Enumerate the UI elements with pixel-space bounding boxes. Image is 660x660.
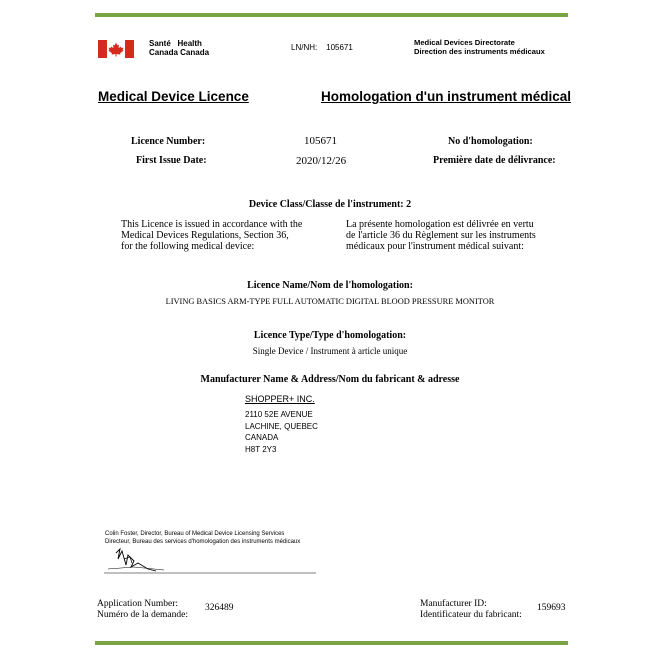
address-line: H8T 2Y3 [245,444,277,454]
application-number-value: 326489 [205,603,234,613]
address-line: LACHINE, QUEBEC [245,421,318,431]
licence-type-value: Single Device / Instrument à article unique [252,346,408,356]
title-fr: Homologation d'un instrument médical [321,89,571,104]
statement-en: This Licence is issued in accordance with the Medical Devices Regulations, Section 36, for the following medical device: [121,219,303,252]
manufacturer-heading: Manufacturer Name & Address/Nom du fabricant & adresse [200,374,460,385]
department-wordmark: Santé Health Canada Canada [149,39,210,57]
licence-name-value: LIVING BASICS ARM-TYPE FULL AUTOMATIC DIGITAL BLOOD PRESSURE MONITOR [165,297,495,306]
signature-image [104,545,319,577]
address-line: CANADA [245,433,279,442]
directorate: Medical Devices Directorate Direction des instruments médicaux [414,38,545,56]
licence-type-heading: Licence Type/Type d'homologation: [253,330,407,341]
ln-number: LN/NH: 105671 [291,43,353,52]
licence-name-heading: Licence Name/Nom de l'homologation: [247,280,413,291]
top-border-bar [95,13,568,17]
manufacturer-id-label: Manufacturer ID: Identificateur du fabricant: [420,599,522,620]
canada-flag-icon [98,40,134,58]
issue-date-label: First Issue Date: [136,155,207,166]
device-class: Device Class/Classe de l'instrument: 2 [248,199,412,210]
signatory-title: Colin Foster, Director, Bureau of Medical Device Licensing Services Directeur, Bureau des services d'homologation des instruments médicaux [105,531,301,545]
issue-date-label-fr: Première date de délivrance: [433,155,556,166]
manufacturer-id-value: 159693 [537,603,566,613]
issue-date-value: 2020/12/26 [296,155,347,167]
application-number-label: Application Number: Numéro de la demande: [97,599,189,620]
title-en: Medical Device Licence [98,89,249,104]
statement-fr: La présente homologation est délivrée en vertu de l'article 36 du Règlement sur les instruments médicaux pour l'instrument médical suivant: [346,219,536,252]
licence-number-label-fr: No d'homologation: [448,136,533,147]
bottom-border-bar [95,641,568,645]
manufacturer-address [245,409,318,455]
manufacturer-name: SHOPPER+ INC. [245,394,315,404]
licence-number-value: 105671 [304,135,337,147]
address-line: 2110 52E AVENUE [245,410,313,419]
licence-number-label: Licence Number: [131,136,206,147]
